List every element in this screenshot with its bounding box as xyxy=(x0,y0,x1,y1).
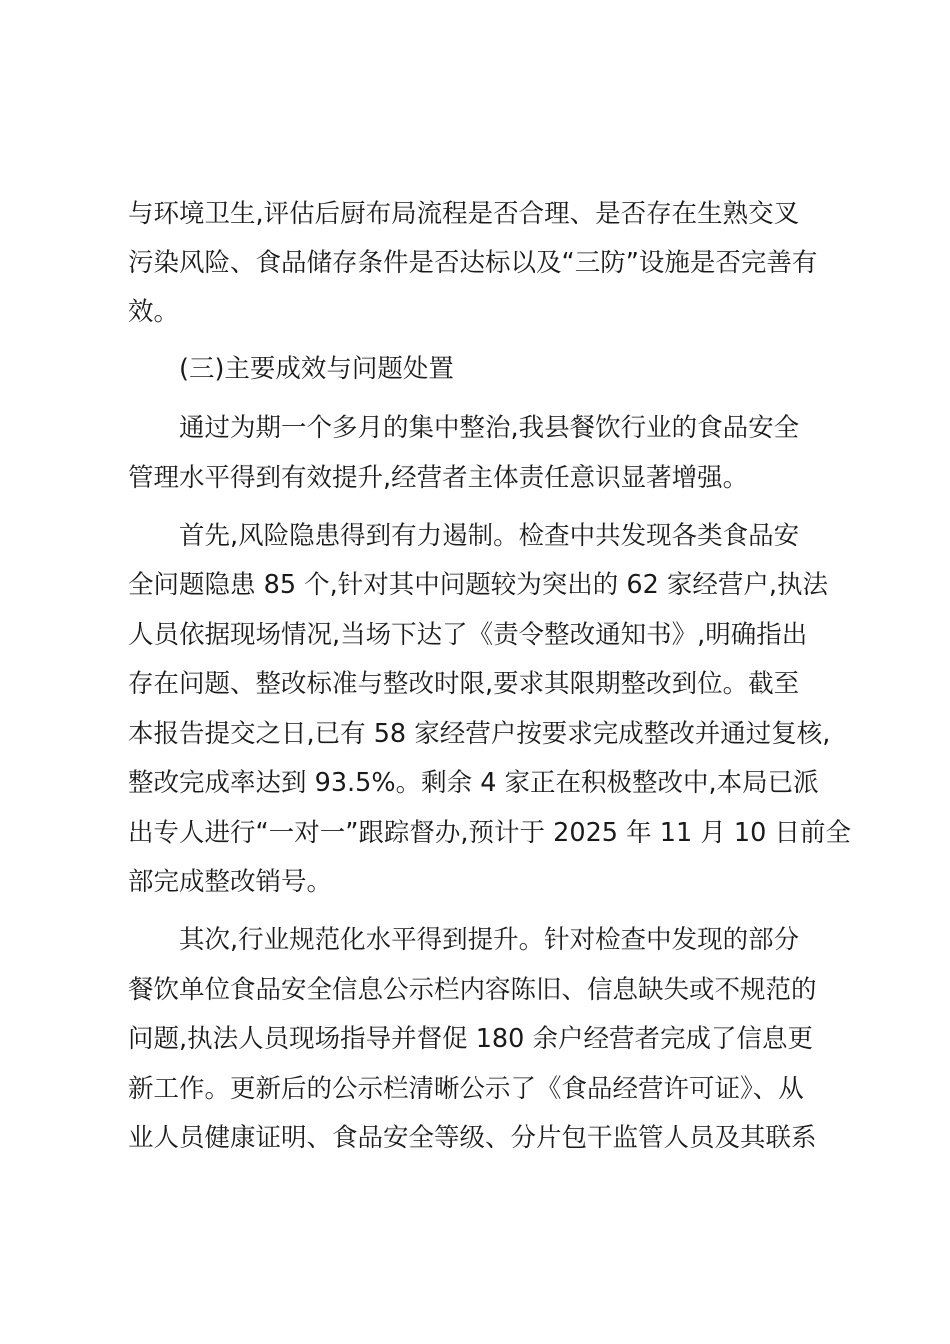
section-heading: (三)主要成效与问题处置 xyxy=(179,354,454,384)
text-line-19: 业人员健康证明、食品安全等级、分片包干监管人员及其联系 xyxy=(128,1123,817,1153)
text-line-5: 通过为期一个多月的集中整治,我县餐饮行业的食品安全 xyxy=(179,413,800,443)
text-line-6: 管理水平得到有效提升,经营者主体责任意识显著增强。 xyxy=(128,463,749,493)
text-line-18: 新工作。更新后的公示栏清晰公示了《食品经营许可证》、从 xyxy=(128,1074,804,1104)
text-line-1: 与环境卫生,评估后厨布局流程是否合理、是否存在生熟交叉 xyxy=(128,199,800,229)
text-line-9: 人员依据现场情况,当场下达了《责令整改通知书》,明确指出 xyxy=(128,620,808,650)
text-line-3: 效。 xyxy=(128,297,180,327)
text-line-16: 餐饮单位食品安全信息公示栏内容陈旧、信息缺失或不规范的 xyxy=(128,975,817,1005)
text-line-2: 污染风险、食品储存条件是否达标以及“三防”设施是否完善有 xyxy=(128,248,818,278)
text-line-10: 存在问题、整改标准与整改时限,要求其限期整改到位。截至 xyxy=(128,669,800,699)
text-line-12: 整改完成率达到 93.5%。剩余 4 家正在积极整改中,本局已派 xyxy=(128,768,819,798)
text-line-17: 问题,执法人员现场指导并督促 180 余户经营者完成了信息更 xyxy=(128,1024,813,1054)
text-line-14: 部完成整改销号。 xyxy=(128,867,333,897)
text-line-13: 出专人进行“一对一”跟踪督办,预计于 2025 年 11 月 10 日前全 xyxy=(128,818,851,848)
text-line-7: 首先,风险隐患得到有力遏制。检查中共发现各类食品安 xyxy=(179,521,800,551)
text-line-11: 本报告提交之日,已有 58 家经营户按要求完成整改并通过复核, xyxy=(128,719,831,749)
text-line-15: 其次,行业规范化水平得到提升。针对检查中发现的部分 xyxy=(179,925,800,955)
text-line-8: 全问题隐患 85 个,针对其中问题较为突出的 62 家经营户,执法 xyxy=(128,570,829,600)
